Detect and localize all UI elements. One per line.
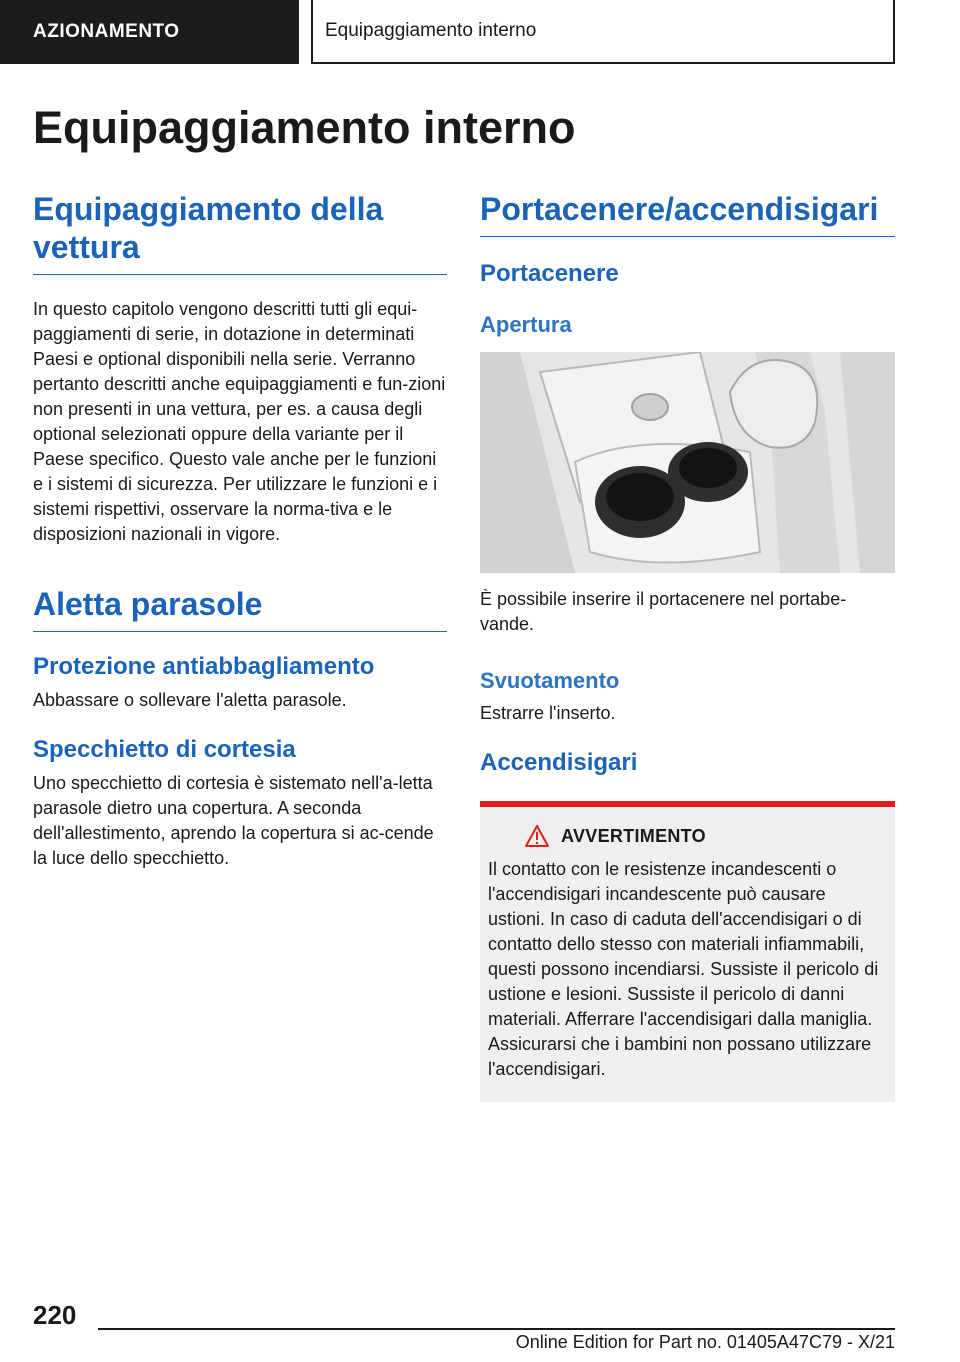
right-column (480, 190, 895, 1102)
subheading-svuotamento: Svuotamento (480, 668, 620, 693)
left-column (33, 190, 447, 871)
section-tab (0, 0, 299, 64)
section-label: AZIONAMENTO (33, 21, 180, 42)
warning-header (525, 825, 887, 847)
warning-box (480, 801, 895, 1102)
subheading-portacenere: Portacenere (480, 260, 619, 287)
heading-portacenere-accendisigari: Portacenere/accendisigari (480, 190, 895, 237)
subheading-accendisigari: Accendisigari (480, 749, 638, 776)
warning-title: AVVERTIMENTO (561, 825, 706, 846)
cupholder-drawing (480, 352, 895, 573)
warning-triangle-icon (525, 825, 549, 847)
warning-text: Il contatto con le resistenze incandescenti o l'accendisigari incandescente può causare ustioni. In caso di caduta dell'accendisigari o di contatto dello stesso con materiali infiammabili, questi possono incendiarsi. Sussiste il pericolo di ustione e lesioni. Sussiste il pericolo di danni materiali. Afferrare l'accendisigari dalla maniglia. Assicurarsi che i bambini non possano utilizzare l'accendisigari. (488, 859, 879, 1079)
cupholder-ashtray-illustration (480, 352, 895, 573)
page-number: 220 (33, 1300, 77, 1330)
specchietto-paragraph: Uno specchietto di cortesia è sistemato nell'a-letta parasole dietro una copertura. A seconda dell'allestimento, aprendo la copertura si ac-cende la luce dello specchietto. (33, 773, 434, 868)
subheading-apertura: Apertura (480, 312, 572, 337)
heading-aletta-parasole: Aletta parasole (33, 585, 447, 632)
svuotamento-paragraph: Estrarre l'inserto. (480, 703, 616, 723)
page-title: Equipaggiamento interno (33, 102, 576, 153)
portacenere-caption: È possibile inserire il portacenere nel portabe-vande. (480, 589, 847, 634)
protezione-paragraph: Abbassare o sollevare l'aletta parasole. (33, 690, 347, 710)
subheading-protezione: Protezione antiabbagliamento (33, 653, 375, 680)
footer-divider (98, 1328, 895, 1330)
footer-edition: Online Edition for Part no. 01405A47C79 - X/21 (515, 1332, 895, 1352)
breadcrumb (311, 0, 895, 64)
breadcrumb-text: Equipaggiamento interno (325, 20, 537, 41)
subheading-specchietto: Specchietto di cortesia (33, 736, 296, 763)
intro-paragraph: In questo capitolo vengono descritti tutti gli equi-paggiamenti di serie, in dotazione in determinati Paesi e optional disponibili nella serie. Verranno pertanto descritti anche equipaggiamenti e fun-zioni non presenti in una vettura, per es. a causa degli optional selezionati oppure della variante per il Paese specifico. Questo vale anche per le funzioni e i sistemi di sicurezza. Per utilizzare le funzioni e i sistemi rispettivi, osservare la norma-tiva e le disposizioni nazionali in vigore. (33, 299, 446, 544)
heading-equipaggiamento-vettura: Equipaggiamento della vettura (33, 190, 447, 275)
